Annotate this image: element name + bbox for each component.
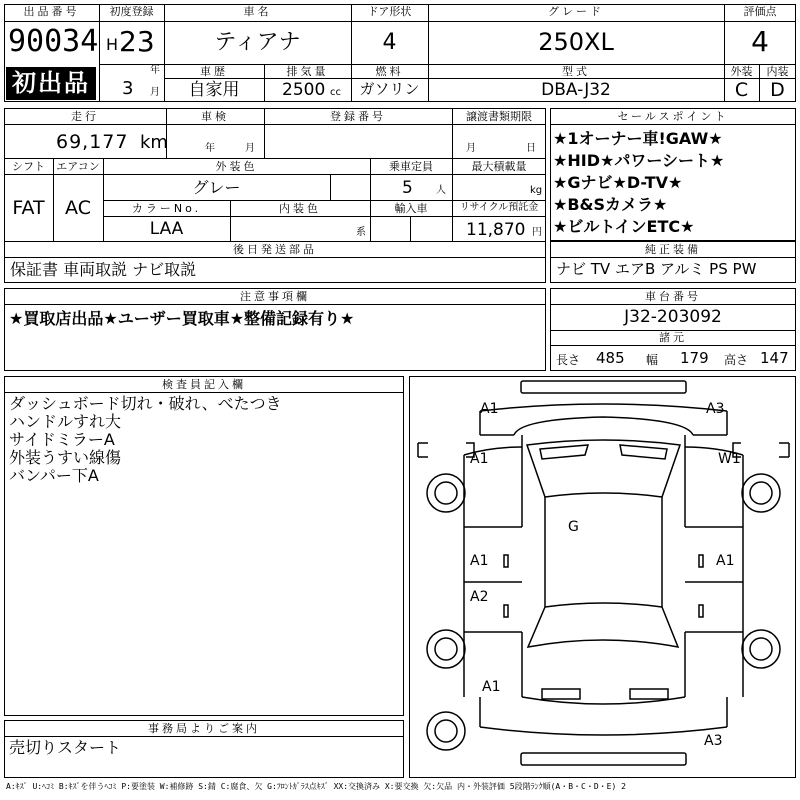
mark-front-right: A3 [706,401,725,417]
mark-door-front-right: A1 [716,553,735,569]
mark-quarter-left: A1 [482,679,501,695]
mark-front-left: A1 [480,401,499,417]
exterior-label: 外装 [730,65,753,78]
color-no-label: カラーNo. [131,202,202,215]
grade-value: 250XL [538,28,614,56]
transfer-day-unit: 日 [526,143,536,154]
mark-door-front-left: A1 [470,553,489,569]
history-value: 自家用 [188,80,240,100]
door-label: ドア形状 [367,5,412,18]
sales-point-3: ★Gナビ★D-TV★ [553,173,683,192]
score-label: 評価点 [743,5,777,18]
car-diagram-svg [410,377,797,779]
era-value: H [106,35,119,54]
inspector-note-3: サイドミラーA [9,430,115,449]
car-name-label: 車名 [243,5,272,18]
mark-fender-right: W1 [718,451,741,467]
reg-no-label: 登録番号 [330,110,386,123]
inspector-note-4: 外装うすい線傷 [9,448,122,467]
genuine-equip-value: ナビ TV エアB アルミ PS PW [556,260,757,278]
displacement-label: 排気量 [286,65,329,78]
sales-points-label: セールスポイント [617,110,729,123]
car-name-value: ティアナ [214,30,301,55]
shift-label: シフト [12,160,45,173]
notes-label: 注意事項欄 [240,290,310,303]
year-unit: 年 [150,65,160,76]
office-value: 売切りスタート [9,738,122,757]
recycle-label: リサイクル預託金 [459,202,539,213]
fuel-value: ガソリン [359,80,420,98]
mark-rear-right: A3 [704,733,723,749]
fuel-label: 燃料 [375,65,404,78]
reg-year-value: 23 [119,25,155,58]
interior-label: 内装 [766,65,789,78]
ext-color-value: グレー [192,178,241,197]
length-label: 長さ [556,353,581,367]
sales-point-5: ★ビルトインETC★ [553,217,695,236]
office-label: 事務局よりご案内 [148,722,260,735]
height-label: 高さ [724,353,749,367]
width-value: 179 [680,349,709,367]
width-label: 幅 [646,353,659,367]
capacity-label: 乗車定員 [389,160,433,173]
model-label: 型式 [562,65,590,78]
transfer-deadline-label: 譲渡書類期限 [466,110,532,123]
inspection-year-unit: 年 [205,143,215,154]
kg-unit: kg [530,185,543,196]
mileage-value: 69,177 [56,131,129,153]
inspection-month-unit: 月 [245,143,255,154]
sales-point-2: ★HID★パワーシート★ [553,151,725,170]
inspector-note-1: ダッシュボード切れ・破れ、べたつき [9,394,282,413]
month-unit: 月 [150,87,160,98]
inspector-label: 検査員記入欄 [162,378,246,391]
inspector-note-5: バンパー下A [9,466,99,485]
displacement-value: 2500 [282,80,326,100]
person-unit: 人 [436,185,446,196]
length-value: 485 [596,349,625,367]
mark-fender-left: A1 [470,451,489,467]
aircon-label: エアコン [56,160,100,173]
specs-label: 諸元 [659,331,687,344]
damage-diagram [409,376,796,778]
grade-label: グレード [548,5,604,18]
notes-value: ★買取店出品★ユーザー買取車★整備記録有り★ [9,309,355,328]
mark-roof: G [568,519,579,535]
first-sale-badge: 初出品 [6,67,96,100]
mileage-label: 走行 [71,110,99,123]
sales-point-1: ★1オーナー車!GAW★ [553,129,723,148]
door-value: 4 [382,30,397,55]
int-color-label: 内装色 [279,202,321,215]
score-value: 4 [751,25,769,58]
series-unit: 系 [356,227,366,238]
genuine-equip-label: 純正装備 [645,243,701,256]
chassis-no-label: 車台番号 [645,290,701,303]
interior-grade-value: D [770,79,785,101]
import-label: 輸入車 [394,202,428,215]
ext-color-label: 外装色 [215,160,258,173]
km-unit: km [140,132,168,153]
shift-value: FAT [12,197,45,219]
max-load-label: 最大積載量 [471,160,527,173]
color-no-value: LAA [149,219,184,239]
capacity-value: 5 [402,178,413,198]
later-parts-label: 後日発送部品 [233,243,317,256]
aircon-value: AC [65,197,91,219]
later-parts-value: 保証書 車両取説 ナビ取説 [10,260,197,279]
recycle-fee-value: 11,870 [466,220,526,240]
cc-unit: cc [330,87,341,98]
yen-unit: 円 [532,227,542,238]
first-reg-label: 初度登録 [109,5,154,18]
lot-no-label: 出品番号 [23,5,80,18]
legend-text: A:ｷｽﾞ U:ﾍｺﾐ B:ｷｽﾞを伴うﾍｺﾐ P:要塗装 W:補修跡 S:錆 C:腐食、欠 G:ﾌﾛﾝﾄｶﾞﾗｽ点ｷｽﾞ XX:交換済み X:要交換 欠:欠品 内・外装評価 5段階ﾗﾝｸ順(A・B・C・D・E) 2 [6,782,626,791]
height-value: 147 [760,349,789,367]
reg-month-value: 3 [122,78,134,99]
exterior-grade-value: C [734,79,749,101]
model-value: DBA-J32 [541,80,611,100]
inspection-label: 車検 [201,110,229,123]
inspector-note-2: ハンドルすれ大 [9,412,122,431]
history-label: 車歴 [200,65,228,78]
lot-no-value: 90034 [8,24,99,59]
chassis-no-value: J32-203092 [624,307,722,327]
sales-point-4: ★B&Sカメラ★ [553,195,668,214]
mark-door-rear-left: A2 [470,589,489,605]
transfer-month-unit: 月 [466,143,476,154]
